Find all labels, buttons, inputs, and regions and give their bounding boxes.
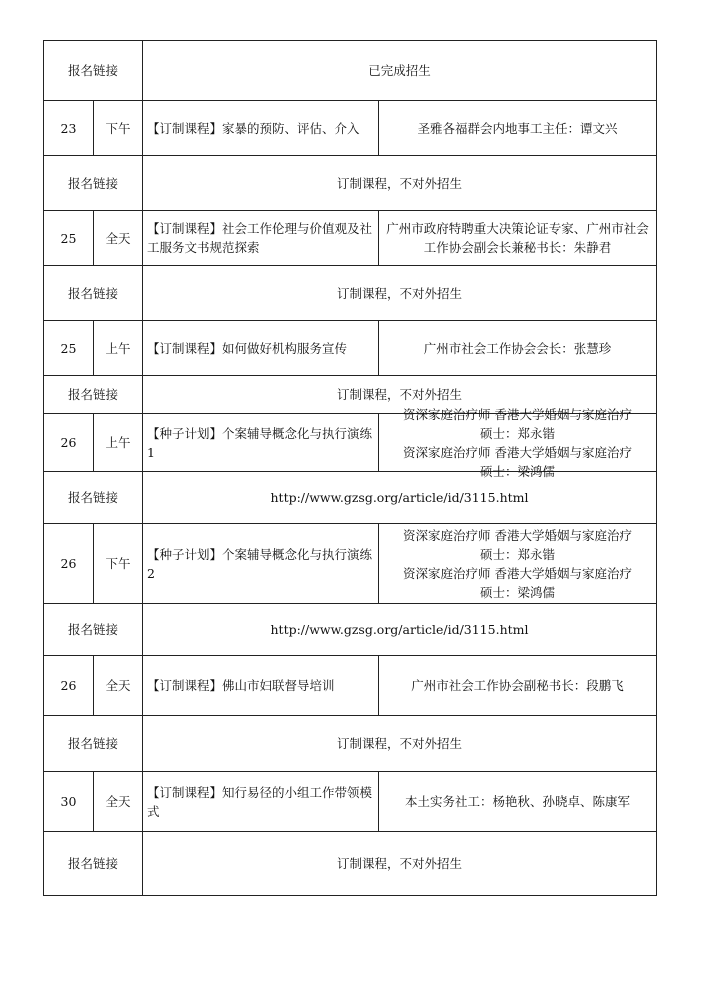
signup-link-row — [44, 156, 656, 211]
signup-link-row — [44, 716, 656, 772]
teacher-line: 广州市政府特聘重大决策论证专家、广州市社会工作协会副会长兼秘书长：朱静君 — [386, 221, 649, 255]
teacher-line: 资深家庭治疗师 香港大学婚姻与家庭治疗 — [403, 527, 632, 543]
course-time: 上午 — [94, 321, 143, 375]
course-title: 【订制课程】家暴的预防、评估、介入 — [143, 101, 379, 155]
teacher-line: 硕士：郑永锴 — [479, 425, 555, 441]
teacher-line: 本土实务社工：杨艳秋、孙晓卓、陈康军 — [404, 794, 630, 809]
teacher-lines — [403, 526, 632, 602]
course-teacher — [379, 406, 656, 479]
course-schedule-table — [43, 40, 657, 896]
course-date: 26 — [44, 414, 94, 471]
course-row — [44, 211, 656, 266]
course-title: 【订制课程】社会工作伦理与价值观及社工服务文书规范探索 — [143, 211, 379, 265]
teacher-lines — [382, 219, 653, 257]
teacher-line: 硕士：郑永锴 — [479, 546, 555, 562]
signup-link-row — [44, 41, 656, 101]
course-teacher — [379, 524, 656, 603]
course-date: 26 — [44, 524, 94, 603]
course-time: 下午 — [94, 101, 143, 155]
course-row — [44, 406, 656, 479]
course-title: 【订制课程】如何做好机构服务宣传 — [143, 321, 379, 375]
course-time: 全天 — [94, 211, 143, 265]
course-time: 上午 — [94, 414, 143, 471]
teacher-line: 硕士：梁鸿儒 — [479, 463, 555, 479]
course-time: 下午 — [94, 524, 143, 603]
course-date: 25 — [44, 211, 94, 265]
signup-status: 已完成招生 — [368, 63, 431, 78]
course-row — [44, 772, 656, 832]
course-date: 26 — [44, 656, 94, 715]
teacher-lines — [417, 119, 617, 138]
course-title: 【订制课程】佛山市妇联督导培训 — [143, 656, 379, 715]
signup-status: 订制课程，不对外招生 — [336, 175, 462, 191]
teacher-lines — [403, 405, 632, 481]
course-teacher — [379, 321, 656, 375]
course-title: 【种子计划】个案辅导概念化与执行演练 2 — [143, 524, 379, 603]
course-teacher — [379, 211, 656, 265]
course-date: 30 — [44, 772, 94, 831]
signup-link-label: 报名链接 — [44, 604, 143, 655]
signup-status: 订制课程，不对外招生 — [336, 285, 462, 301]
signup-link-label: 报名链接 — [44, 156, 143, 210]
signup-link-label: 报名链接 — [44, 41, 143, 100]
course-row — [44, 524, 656, 604]
course-teacher — [379, 772, 656, 831]
teacher-line: 资深家庭治疗师 香港大学婚姻与家庭治疗 — [403, 406, 632, 422]
signup-link-label: 报名链接 — [44, 376, 143, 413]
signup-status: 订制课程，不对外招生 — [336, 856, 462, 871]
teacher-lines — [405, 792, 630, 811]
course-date: 25 — [44, 321, 94, 375]
signup-url[interactable]: http://www.gzsg.org/article/id/3115.html — [270, 490, 529, 505]
course-row — [44, 656, 656, 716]
course-title: 【订制课程】知行易径的小组工作带领模式 — [143, 772, 379, 831]
signup-status: 订制课程，不对外招生 — [336, 387, 462, 402]
signup-link-row — [44, 266, 656, 321]
teacher-line: 资深家庭治疗师 香港大学婚姻与家庭治疗 — [403, 444, 632, 460]
signup-link-label: 报名链接 — [44, 266, 143, 320]
teacher-line: 广州市社会工作协会副秘书长：段鹏飞 — [411, 678, 624, 693]
course-teacher — [379, 101, 656, 155]
signup-url[interactable]: http://www.gzsg.org/article/id/3115.html — [270, 622, 529, 637]
teacher-line: 广州市社会工作协会会长：张慧珍 — [423, 340, 612, 356]
signup-link-row — [44, 472, 656, 524]
course-time: 全天 — [94, 656, 143, 715]
signup-status: 订制课程，不对外招生 — [336, 736, 462, 751]
course-title: 【种子计划】个案辅导概念化与执行演练 1 — [143, 414, 379, 471]
teacher-lines — [411, 676, 624, 695]
signup-link-label: 报名链接 — [44, 716, 143, 771]
course-row — [44, 321, 656, 376]
teacher-lines — [424, 339, 612, 358]
teacher-line: 硕士：梁鸿儒 — [479, 584, 555, 600]
course-time: 全天 — [94, 772, 143, 831]
course-date: 23 — [44, 101, 94, 155]
signup-link-row — [44, 832, 656, 895]
course-row — [44, 101, 656, 156]
course-teacher — [379, 656, 656, 715]
signup-link-label: 报名链接 — [44, 472, 143, 523]
teacher-line: 资深家庭治疗师 香港大学婚姻与家庭治疗 — [403, 565, 632, 581]
signup-link-row — [44, 604, 656, 656]
teacher-line: 圣雅各福群会内地事工主任：谭文兴 — [417, 120, 618, 136]
signup-link-label: 报名链接 — [44, 832, 143, 895]
